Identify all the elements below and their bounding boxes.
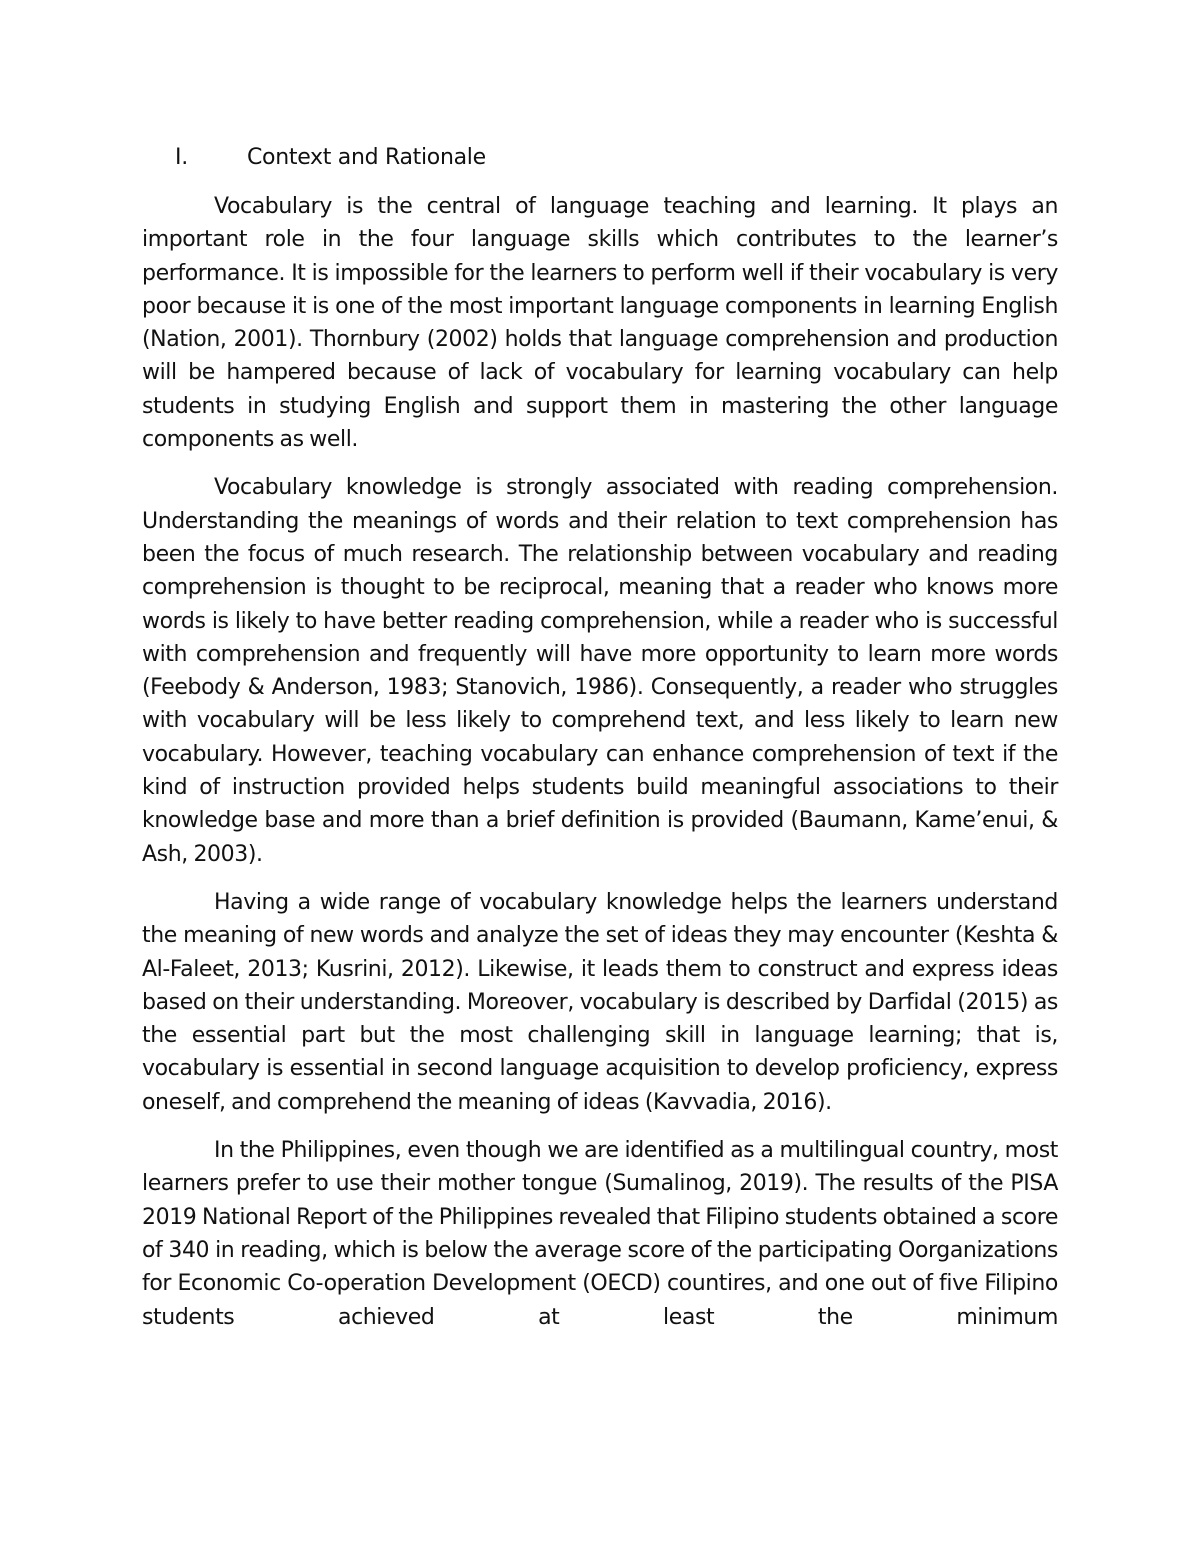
paragraph-philippines-context: In the Philippines, even though we are identified as a multilingual country, most learners prefer to use their mother tongue (Sumalinog, 2019). The results of the PISA 2019 National Report of the Philippines revealed that Filipino students obtained a score of 340 in reading, which is below the average score of the participating Oorganizations for Economic Co-operation Development (OECD) countires, and one out of five Filipino students achieved at least the minimum — [142, 1138, 1058, 1330]
paragraph-reading-comprehension: Vocabulary knowledge is strongly associated with reading comprehension. Understanding the meanings of words and their relation to text comprehension has been the focus of much research. The relationship between vocabulary and reading comprehension is thought to be reciprocal, meaning that a reader who knows more words is likely to have better reading comprehension, while a reader who is successful with comprehension and frequently will have more opportunity to learn more words (Feebody & Anderson, 1983; Stanovich, 1986). Consequently, a reader who struggles with vocabulary will be less likely to comprehend text, and less likely to learn new vocabulary. However, teaching vocabulary can enhance comprehension of text if the kind of instruction provided helps students build meaningful associations to their knowledge base and more than a brief definition is provided (Baumann, Kame’enui, & Ash, 2003). — [142, 475, 1058, 867]
section-number: I. — [175, 145, 188, 170]
paragraph-vocabulary-role: Vocabulary is the central of language teaching and learning. It plays an important role in the four language skills which contributes to the learner’s performance. It is impossible for the learners to perform well if their vocabulary is very poor because it is one of the most important language components in learning English (Nation, 2001). Thornbury (2002) holds that language comprehension and production will be hampered because of lack of vocabulary for learning vocabulary can help students in studying English and support them in mastering the other language components as well. — [142, 194, 1058, 453]
paragraph-vocabulary-knowledge: Having a wide range of vocabulary knowledge helps the learners understand the meaning of new words and analyze the set of ideas they may encounter (Keshta & Al-Faleet, 2013; Kusrini, 2012). Likewise, it leads them to construct and express ideas based on their understanding. Moreover, vocabulary is described by Darfidal (2015) as the essential part but the most challenging skill in language learning; that is, vocabulary is essential in second language acquisition to develop proficiency, express oneself, and comprehend the meaning of ideas (Kavvadia, 2016). — [142, 889, 1058, 1115]
section-title: Context and Rationale — [247, 145, 486, 170]
section-heading — [175, 141, 486, 174]
section-body — [142, 190, 1058, 1349]
